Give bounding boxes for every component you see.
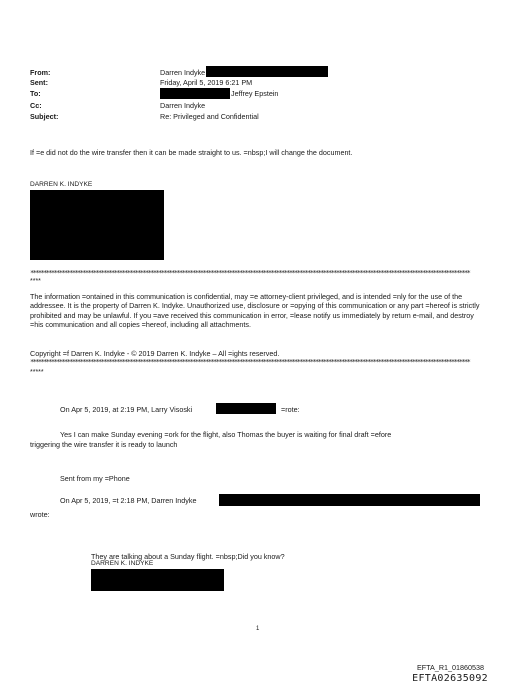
redaction-box	[160, 88, 230, 99]
cc-label: Cc:	[30, 101, 42, 110]
subject-label: Subject:	[30, 112, 59, 121]
redaction-box	[219, 494, 480, 506]
separator-stars-tail: ****	[30, 278, 41, 285]
bates-number-primary: EFTA_R1_01860538	[417, 663, 484, 672]
to-value: Jeffrey Epstein	[231, 89, 279, 98]
cc-value: Darren Indyke	[160, 101, 206, 110]
signature: DARREN K. INDYKE	[30, 181, 93, 188]
from-value: Darren Indyke	[160, 68, 206, 77]
quote-body-line: Yes I can make Sunday evening =ork for the flight, also Thomas the buyer is waiting for final draft =efore	[60, 430, 392, 439]
quote-header: On Apr 5, 2019, at 2:19 PM, Larry Visoski	[60, 405, 193, 414]
quote-body-line: triggering the wire transfer it is ready to launch	[30, 440, 178, 449]
quote-header-wrote: wrote:	[30, 510, 50, 519]
confidentiality-disclaimer: The information =ontained in this communication is confidential, may =e attorney-client privileged, and is intended =nly for the use of the addressee. It is the property of Darren K. Indyke. Unauthorized use, disclosure or =opying of this communication or any part =hereof is strictly prohibited and may be unlawful. If you =ave received this communication in error, =lease notify us immediately by return e-mail, and destroy =his communication and all copies =hereof, including all attachments.	[30, 292, 480, 329]
redaction-box	[216, 403, 276, 414]
separator-stars-tail: *****	[30, 369, 44, 376]
signature: DARREN K. INDYKE	[91, 560, 154, 567]
body-line: If =e did not do the wire transfer then it can be made straight to us. =nbsp;I will change the document.	[30, 148, 353, 157]
quote-body-line: They are talking about a Sunday flight. =nbsp;Did you know?	[91, 552, 285, 561]
copyright-notice: Copyright =f Darren K. Indyke - © 2019 Darren K. Indyke – All =ights reserved.	[30, 349, 280, 358]
separator-stars: ************************************************************************************************************************************************************************	[30, 359, 470, 366]
redaction-box	[206, 66, 328, 77]
bates-number-secondary: EFTA02635092	[412, 673, 488, 684]
sent-from-line: Sent from my =Phone	[60, 474, 130, 483]
sent-label: Sent:	[30, 78, 48, 87]
separator-stars: ************************************************************************************************************************************************************************	[30, 270, 470, 277]
to-label: To:	[30, 89, 41, 98]
subject-value: Re: Privileged and Confidential	[160, 112, 259, 121]
redaction-box	[91, 569, 224, 591]
quote-header-wrote: =rote:	[281, 405, 300, 414]
quote-header: On Apr 5, 2019, =t 2:18 PM, Darren Indyke	[60, 496, 197, 505]
sent-value: Friday, April 5, 2019 6:21 PM	[160, 78, 253, 87]
page-number: 1	[256, 626, 260, 632]
redaction-box	[30, 190, 164, 260]
from-label: From:	[30, 68, 51, 77]
